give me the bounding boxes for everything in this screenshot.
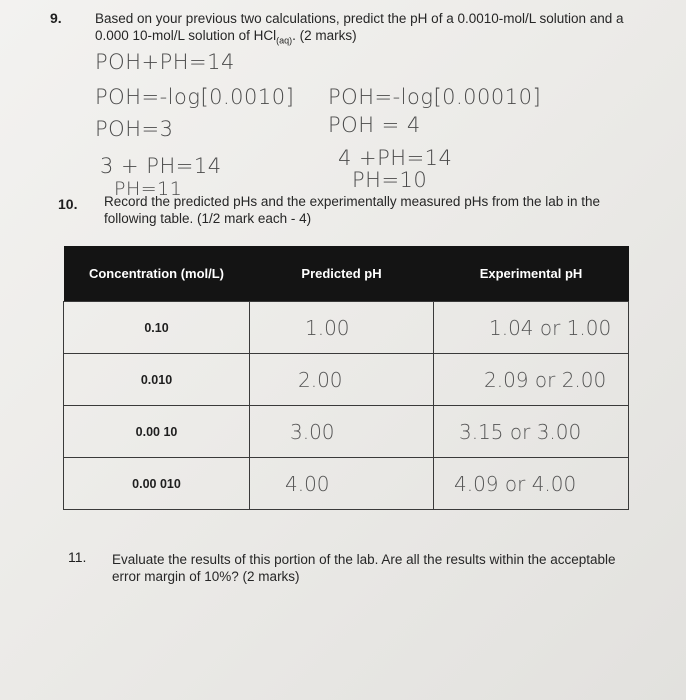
- predicted-ph-cell: 2.00: [250, 354, 434, 406]
- concentration-cell: 0.10: [64, 302, 250, 354]
- handwritten-formula: POH+PH=14: [95, 50, 235, 74]
- header-experimental-ph: Experimental pH: [434, 246, 629, 302]
- question-9-number: 9.: [50, 10, 62, 26]
- question-9-text-subscript: (aq): [276, 35, 293, 46]
- header-concentration: Concentration (mol/L): [64, 246, 250, 302]
- table-row: [64, 302, 629, 354]
- concentration-cell: 0.00 10: [64, 406, 250, 458]
- handwritten-sum-right: 4 +PH=14: [338, 146, 453, 170]
- experimental-ph-cell: 3.15 or 3.00: [434, 406, 629, 458]
- experimental-ph-cell: 2.09 or 2.00: [434, 354, 629, 406]
- question-9-text: [95, 10, 640, 50]
- predicted-ph-cell: 4.00: [250, 458, 434, 510]
- concentration-cell: 0.010: [64, 354, 250, 406]
- handwritten-sum-left: 3 + PH=14: [100, 154, 222, 178]
- experimental-ph-cell: 4.09 or 4.00: [434, 458, 629, 510]
- concentration-cell: 0.00 010: [64, 458, 250, 510]
- question-11-text: Evaluate the results of this portion of the lab. Are all the results within the acceptable error margin of 10%? (2 marks): [112, 552, 616, 584]
- table-header-row: [64, 246, 629, 302]
- predicted-ph-cell: 1.00: [250, 302, 434, 354]
- question-10-number: 10.: [58, 196, 78, 212]
- ph-data-table: [63, 246, 629, 510]
- handwritten-poh-calc-left: POH=-log[0.0010]: [95, 85, 295, 109]
- table-row: [64, 406, 629, 458]
- handwritten-poh-result-left: POH=3: [95, 117, 174, 141]
- header-predicted-ph: Predicted pH: [250, 246, 434, 302]
- question-9-text-main: Based on your previous two calculations, predict the pH of a 0.0010-mol/L solution and a 0.000 10-mol/L solution of HCl: [95, 11, 624, 43]
- handwritten-poh-calc-right: POH=-log[0.00010]: [328, 85, 542, 109]
- table-row: [64, 354, 629, 406]
- question-11-number: 11.: [68, 549, 87, 565]
- question-10-text: Record the predicted pHs and the experimentally measured pHs from the lab in the following table. (1/2 mark each - 4): [104, 194, 601, 226]
- handwritten-poh-result-right: POH = 4: [328, 113, 421, 137]
- handwritten-ph-result-right: PH=10: [352, 168, 428, 192]
- experimental-ph-cell: 1.04 or 1.00: [434, 302, 629, 354]
- predicted-ph-cell: 3.00: [250, 406, 434, 458]
- handwritten-ph-result-left: PH=11: [114, 178, 183, 200]
- question-9-text-marks: . (2 marks): [292, 28, 357, 43]
- table-row: [64, 458, 629, 510]
